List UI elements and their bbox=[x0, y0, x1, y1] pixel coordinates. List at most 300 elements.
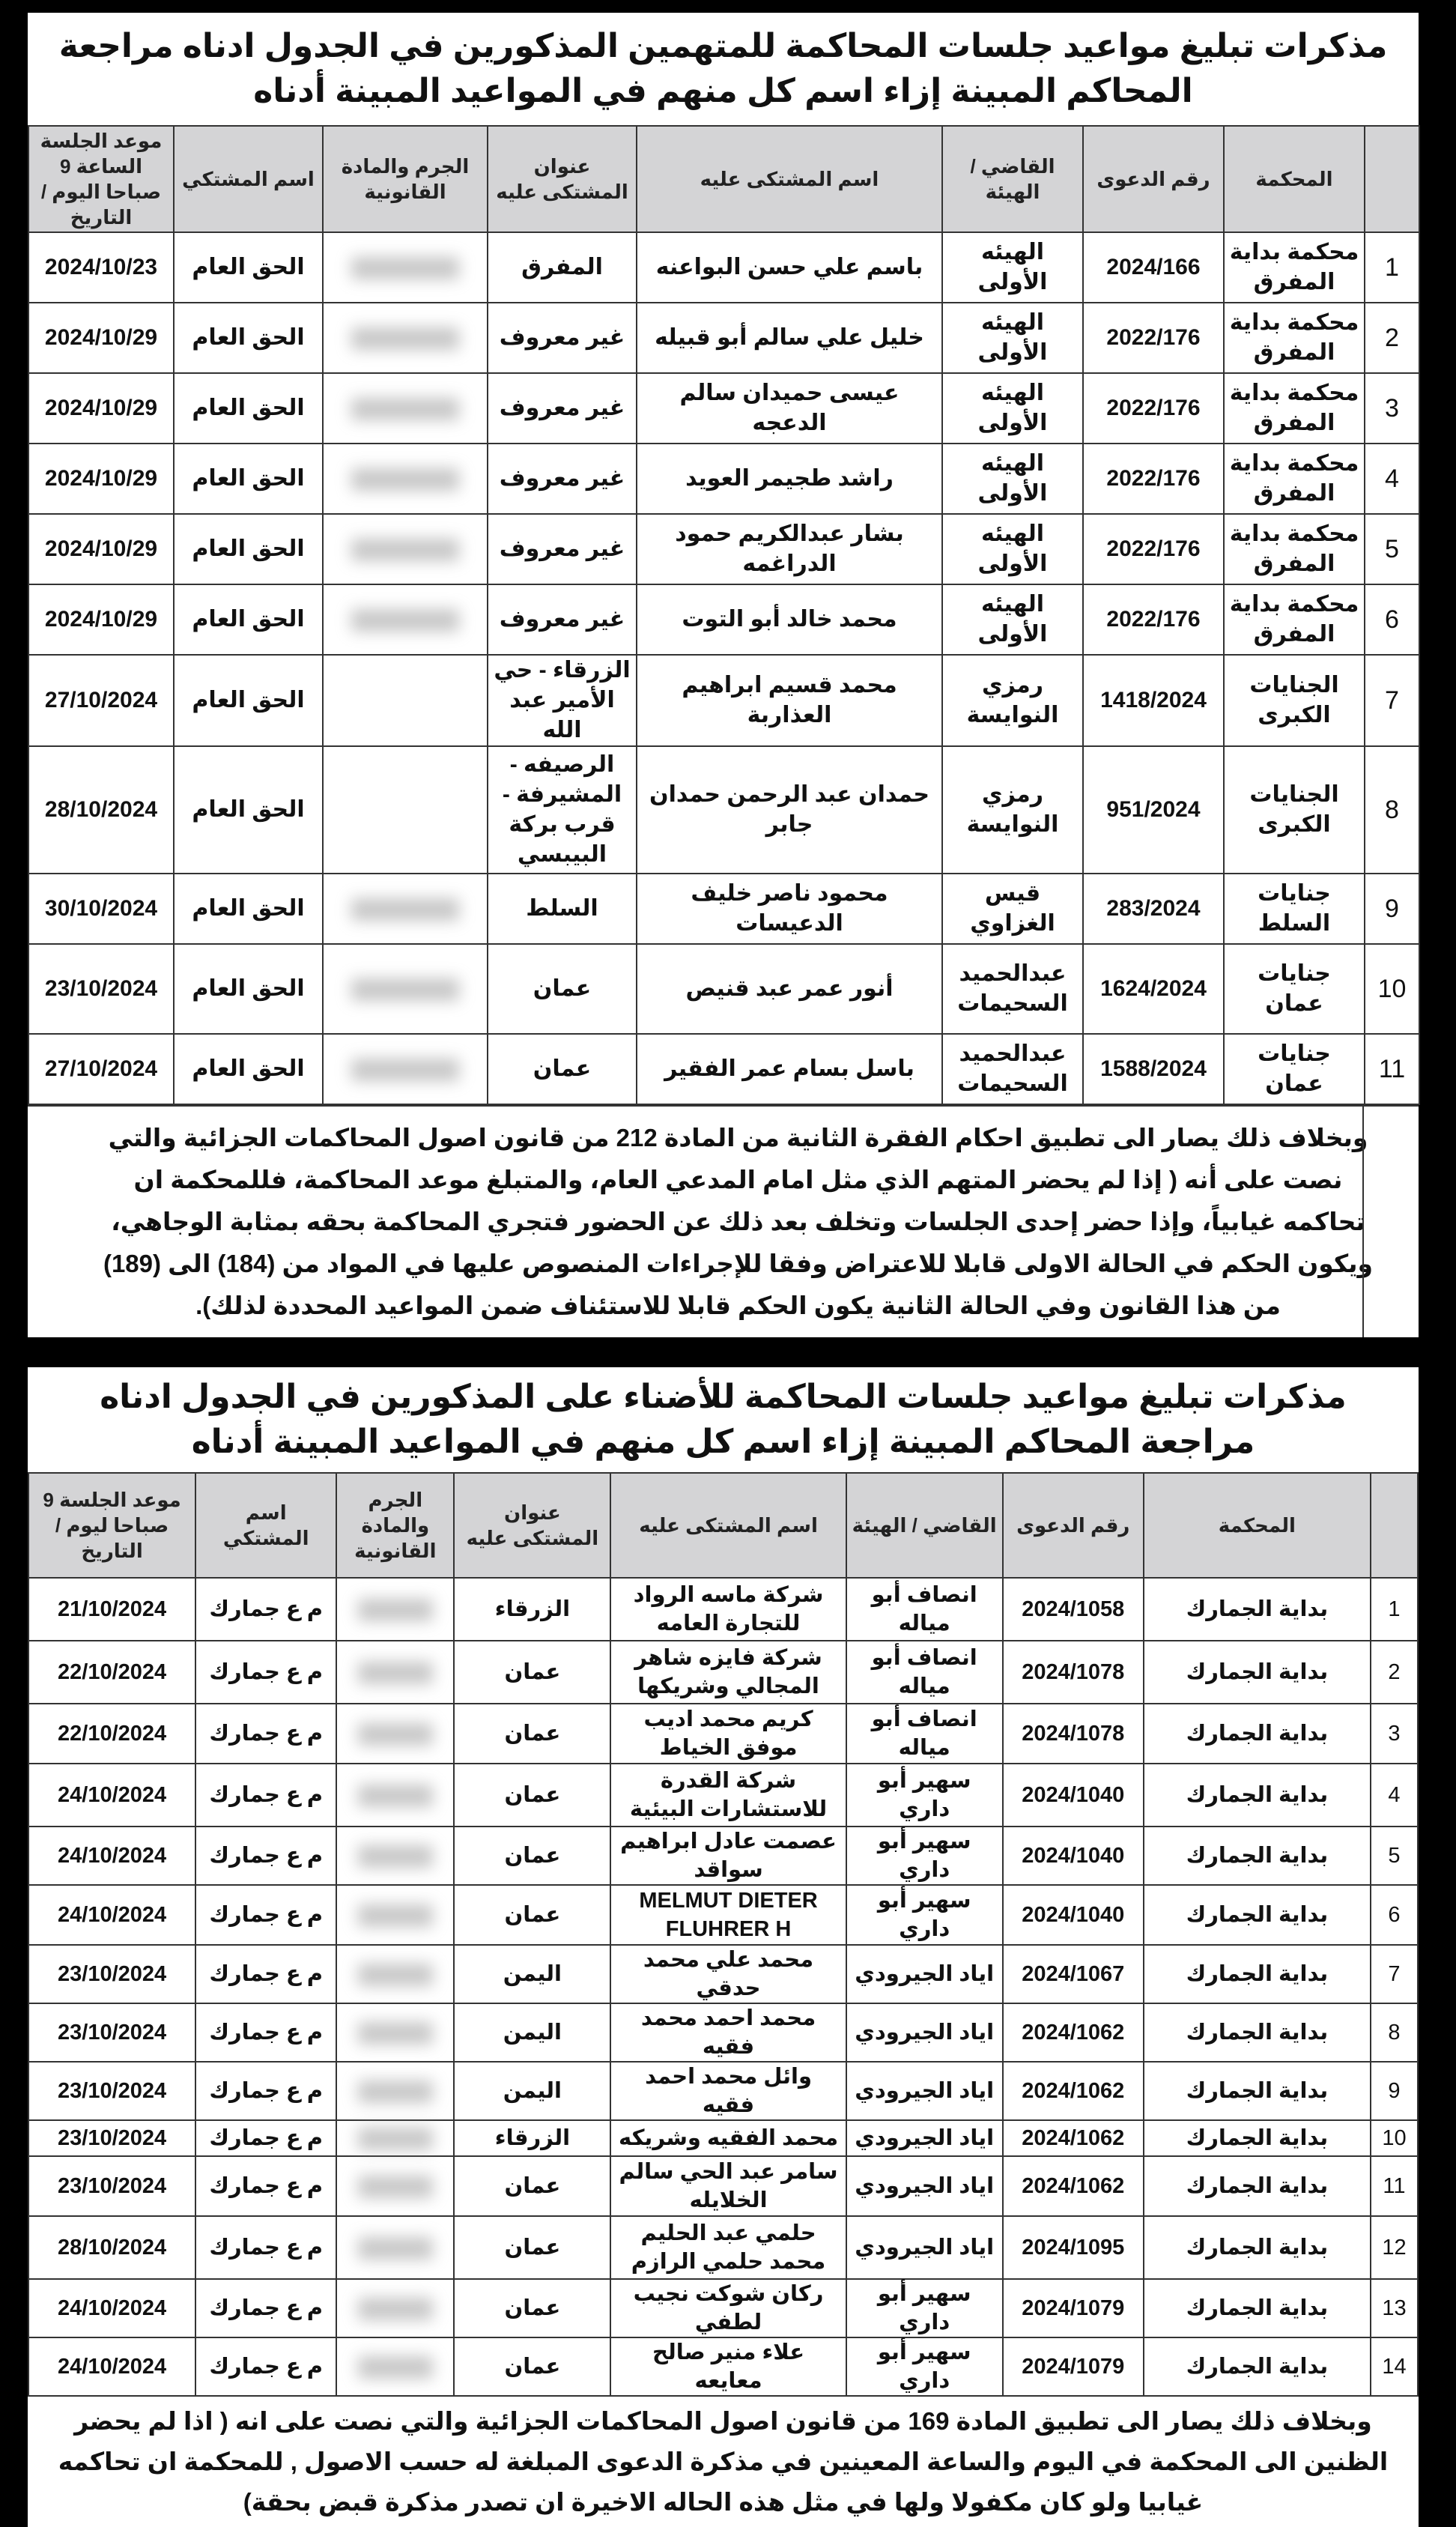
court-cell-text: بداية الجمارك bbox=[1186, 1660, 1329, 1684]
hearing-date-cell-text: 24/10/2024 bbox=[58, 1903, 167, 1927]
court-cell bbox=[1144, 1885, 1371, 1945]
charge-cell bbox=[336, 2120, 454, 2156]
row-number bbox=[1365, 232, 1419, 303]
hearing-date-cell bbox=[28, 303, 174, 373]
charge-cell bbox=[323, 655, 488, 746]
column-header-charge-cell: الجرم والمادة القانونية bbox=[336, 1473, 454, 1578]
defendant-address-cell-text: عمان bbox=[504, 1722, 561, 1746]
defendant-name-cell bbox=[610, 2156, 846, 2216]
row-number-text: 5 bbox=[1388, 1844, 1401, 1868]
notice-panel-defendants bbox=[28, 13, 1419, 1337]
table-row bbox=[28, 232, 1419, 303]
hearing-date-cell-text: 22/10/2024 bbox=[58, 1660, 167, 1684]
court-cell-text: محكمة بداية المفرق bbox=[1229, 592, 1359, 647]
hearing-date-cell-text: 24/10/2024 bbox=[58, 1844, 167, 1868]
defendant-name-cell bbox=[637, 514, 942, 584]
defendant-name-cell-text: شركة ماسه الرواد للتجارة العامه bbox=[633, 1583, 824, 1635]
plaintiff-cell-text: م ع جمارك bbox=[209, 2126, 324, 2150]
judge-cell bbox=[846, 1578, 1003, 1641]
court-cell-text: بداية الجمارك bbox=[1186, 1903, 1329, 1927]
judge-cell bbox=[942, 944, 1083, 1034]
table-row bbox=[28, 2337, 1418, 2396]
plaintiff-cell bbox=[174, 874, 323, 944]
judge-cell bbox=[942, 232, 1083, 303]
row-number bbox=[1371, 2003, 1418, 2062]
defendant-address-cell-text: عمان bbox=[504, 2174, 561, 2198]
case-number-cell-text: 2022/176 bbox=[1106, 466, 1201, 491]
judge-cell bbox=[846, 1827, 1003, 1885]
defendant-address-cell bbox=[454, 1827, 610, 1885]
row-number-text: 7 bbox=[1388, 1962, 1401, 1986]
defendant-address-cell-text: عمان bbox=[504, 1783, 561, 1807]
table-row bbox=[28, 2003, 1418, 2062]
table-row bbox=[28, 2062, 1418, 2120]
judge-cell-text: اياد الجيرودي bbox=[855, 2236, 995, 2260]
judge-cell-text: رمزي النوايسة bbox=[966, 782, 1059, 837]
judge-cell-text: الهيئه الأولى bbox=[977, 592, 1048, 647]
hearing-date-cell bbox=[28, 232, 174, 303]
plaintiff-cell-text: م ع جمارك bbox=[209, 1962, 324, 1986]
judge-cell-text: الهيئه الأولى bbox=[977, 381, 1048, 435]
defendant-address-cell bbox=[454, 1764, 610, 1827]
defendant-address-cell-text: غير معروف bbox=[499, 607, 625, 632]
row-number-text: 7 bbox=[1385, 686, 1399, 715]
column-header-hearing-date-cell: موعد الجلسة الساعة 9 صباحا اليوم / التاريخ bbox=[28, 126, 174, 232]
charge-cell bbox=[336, 2156, 454, 2216]
column-header-judge-cell: القاضي / الهيئة bbox=[846, 1473, 1003, 1578]
court-cell-text: محكمة بداية المفرق bbox=[1229, 310, 1359, 365]
court-cell-text: بداية الجمارك bbox=[1186, 1783, 1329, 1807]
row-number-text: 9 bbox=[1385, 895, 1399, 923]
hearing-date-cell-text: 24/10/2024 bbox=[58, 2296, 167, 2320]
judge-cell bbox=[846, 1704, 1003, 1764]
case-number-cell bbox=[1003, 1945, 1144, 2003]
column-header-plaintiff-cell: اسم المشتكي bbox=[195, 1473, 336, 1578]
case-number-cell-text: 2024/1062 bbox=[1022, 2126, 1125, 2150]
hearing-date-cell bbox=[28, 1764, 195, 1827]
defendant-name-cell-text: شركة القدرة للاستشارات البيئية bbox=[629, 1769, 828, 1821]
judge-cell bbox=[846, 2337, 1003, 2396]
judge-cell-text: انصاف أبو مياله bbox=[871, 1646, 977, 1698]
defendant-name-cell bbox=[637, 944, 942, 1034]
case-number-cell-text: 2024/1040 bbox=[1022, 1844, 1125, 1868]
charge-cell bbox=[336, 1578, 454, 1641]
row-number bbox=[1371, 2337, 1418, 2396]
judge-cell-text: اياد الجيرودي bbox=[855, 2079, 995, 2103]
row-number-text: 5 bbox=[1385, 535, 1399, 563]
judge-cell bbox=[942, 1034, 1083, 1104]
charge-cell bbox=[336, 1641, 454, 1704]
court-cell bbox=[1144, 2337, 1371, 2396]
plaintiff-cell bbox=[195, 1945, 336, 2003]
charge-cell bbox=[323, 1034, 488, 1104]
row-number-text: 14 bbox=[1382, 2355, 1407, 2379]
judge-cell-text: الهيئه الأولى bbox=[977, 451, 1048, 506]
judge-cell bbox=[942, 746, 1083, 874]
row-number-text: 6 bbox=[1388, 1903, 1401, 1927]
case-number-cell bbox=[1003, 1641, 1144, 1704]
case-number-cell bbox=[1003, 1885, 1144, 1945]
table-row bbox=[28, 2216, 1418, 2279]
row-number bbox=[1371, 2120, 1418, 2156]
defendant-address-cell bbox=[454, 2279, 610, 2337]
case-number-cell-text: 2022/176 bbox=[1106, 536, 1201, 561]
redacted-blur bbox=[358, 2176, 433, 2198]
hearing-date-cell bbox=[28, 444, 174, 514]
plaintiff-cell bbox=[174, 373, 323, 444]
hearing-date-cell bbox=[28, 1578, 195, 1641]
case-number-cell-text: 2024/1078 bbox=[1022, 1722, 1125, 1746]
defendant-address-cell-text: الزرقاء bbox=[494, 2126, 571, 2150]
court-cell-text: محكمة بداية المفرق bbox=[1229, 381, 1359, 435]
defendant-address-cell bbox=[454, 1945, 610, 2003]
hearing-date-cell-text: 21/10/2024 bbox=[58, 1597, 167, 1621]
row-number bbox=[1371, 2156, 1418, 2216]
row-number-text: 11 bbox=[1378, 1055, 1406, 1083]
row-number bbox=[1365, 944, 1419, 1034]
row-number-text: 8 bbox=[1388, 2021, 1401, 2045]
charge-cell bbox=[336, 1827, 454, 1885]
defendant-name-cell bbox=[610, 1885, 846, 1945]
court-cell bbox=[1224, 944, 1365, 1034]
court-cell-text: بداية الجمارك bbox=[1186, 2079, 1329, 2103]
court-cell bbox=[1224, 1034, 1365, 1104]
court-cell-text: بداية الجمارك bbox=[1186, 2174, 1329, 2198]
hearing-date-cell bbox=[28, 655, 174, 746]
row-number-text: 4 bbox=[1385, 464, 1399, 493]
defendant-name-cell-text: ركان شوكت نجيب لطفي bbox=[633, 2282, 824, 2334]
row-number bbox=[1371, 1945, 1418, 2003]
redacted-blur bbox=[358, 1662, 433, 1684]
table-row bbox=[28, 2120, 1418, 2156]
redacted-blur bbox=[351, 398, 459, 420]
hearing-date-cell bbox=[28, 1885, 195, 1945]
column-header-case-number-cell: رقم الدعوى bbox=[1083, 126, 1224, 232]
court-cell-text: محكمة بداية المفرق bbox=[1229, 240, 1359, 294]
court-cell bbox=[1144, 1641, 1371, 1704]
column-header-row-number bbox=[1371, 1473, 1418, 1578]
court-cell-text: الجنايات الكبرى bbox=[1249, 782, 1339, 837]
redacted-blur bbox=[358, 2237, 433, 2260]
plaintiff-cell-text: م ع جمارك bbox=[209, 2236, 324, 2260]
plaintiff-cell bbox=[174, 303, 323, 373]
defendant-name-cell-text: بشار عبدالكريم حمود الدراغمه bbox=[675, 521, 904, 576]
judge-cell-text: انصاف أبو مياله bbox=[871, 1583, 977, 1635]
row-number bbox=[1371, 1641, 1418, 1704]
judge-cell-text: الهيئه الأولى bbox=[977, 310, 1048, 365]
plaintiff-cell-text: الحق العام bbox=[192, 255, 305, 279]
plaintiff-cell-text: الحق العام bbox=[192, 466, 305, 491]
redacted-blur bbox=[358, 2022, 433, 2045]
case-number-cell-text: 2024/1062 bbox=[1022, 2079, 1125, 2103]
case-number-cell bbox=[1003, 1764, 1144, 1827]
redacted-blur bbox=[358, 1964, 433, 1986]
court-cell bbox=[1144, 2003, 1371, 2062]
table-row bbox=[28, 2156, 1418, 2216]
court-cell bbox=[1224, 373, 1365, 444]
hearing-date-cell-text: 23/10/2024 bbox=[58, 2126, 167, 2150]
court-cell bbox=[1224, 874, 1365, 944]
redacted-blur bbox=[358, 1599, 433, 1621]
judge-cell bbox=[942, 444, 1083, 514]
defendant-name-cell bbox=[610, 1827, 846, 1885]
defendant-address-cell-text: الزرقاء bbox=[494, 1597, 571, 1621]
plaintiff-cell-text: الحق العام bbox=[192, 976, 305, 1001]
case-number-cell bbox=[1003, 2062, 1144, 2120]
court-cell bbox=[1144, 2062, 1371, 2120]
plaintiff-cell-text: الحق العام bbox=[192, 607, 305, 632]
case-number-cell bbox=[1003, 2003, 1144, 2062]
case-number-cell bbox=[1083, 232, 1224, 303]
hearing-date-cell-text: 2024/10/29 bbox=[44, 466, 158, 491]
plaintiff-cell-text: م ع جمارك bbox=[209, 1597, 324, 1621]
defendant-name-cell bbox=[610, 2337, 846, 2396]
defendant-address-cell-text: غير معروف bbox=[499, 536, 625, 561]
hearing-date-cell-text: 24/10/2024 bbox=[58, 1783, 167, 1807]
redacted-blur bbox=[351, 257, 459, 279]
row-number bbox=[1365, 1034, 1419, 1104]
plaintiff-cell-text: م ع جمارك bbox=[209, 2174, 324, 2198]
notice-title: مذكرات تبليغ مواعيد جلسات المحاكمة للمتهمين المذكورين في الجدول ادناه مراجعة المحاكم المبينة إزاء اسم كل منهم في المواعيد المبينة أدناه bbox=[58, 28, 1388, 109]
court-cell-text: محكمة بداية المفرق bbox=[1229, 451, 1359, 506]
case-number-cell bbox=[1003, 2337, 1144, 2396]
hearing-date-cell-text: 2024/10/29 bbox=[44, 325, 158, 350]
plaintiff-cell-text: م ع جمارك bbox=[209, 2296, 324, 2320]
defendant-address-cell bbox=[454, 2216, 610, 2279]
case-number-cell bbox=[1003, 2120, 1144, 2156]
defendant-name-cell-text: محمد خالد أبو التوت bbox=[682, 607, 897, 632]
defendant-address-cell bbox=[488, 1034, 637, 1104]
table-row bbox=[28, 1034, 1419, 1104]
defendant-address-cell bbox=[488, 944, 637, 1034]
hearing-date-cell bbox=[28, 746, 174, 874]
redacted-blur bbox=[351, 1059, 459, 1081]
row-number bbox=[1365, 444, 1419, 514]
charge-cell bbox=[323, 746, 488, 874]
hearing-date-cell-text: 23/10/2024 bbox=[58, 2174, 167, 2198]
case-number-cell bbox=[1083, 373, 1224, 444]
redacted-blur bbox=[358, 2128, 433, 2150]
judge-cell-text: الهيئه الأولى bbox=[977, 521, 1048, 576]
case-number-cell-text: 2024/166 bbox=[1106, 255, 1201, 279]
judge-cell-text: عبدالحميد السحيمات bbox=[957, 961, 1068, 1016]
defendant-name-cell-text: عصمت عادل ابراهيم سواقد bbox=[620, 1830, 837, 1882]
row-number-text: 12 bbox=[1382, 2236, 1407, 2260]
plaintiff-cell bbox=[174, 1034, 323, 1104]
judge-cell bbox=[846, 2003, 1003, 2062]
plaintiff-cell bbox=[174, 944, 323, 1034]
row-number bbox=[1371, 1578, 1418, 1641]
defendant-address-cell bbox=[488, 373, 637, 444]
court-cell-text: بداية الجمارك bbox=[1186, 2126, 1329, 2150]
case-number-cell-text: 1418/2024 bbox=[1100, 688, 1207, 712]
plaintiff-cell bbox=[195, 1704, 336, 1764]
defendant-name-cell bbox=[610, 1704, 846, 1764]
hearing-date-cell-text: 23/10/2024 bbox=[58, 2079, 167, 2103]
hearing-date-cell bbox=[28, 944, 174, 1034]
case-number-cell-text: 2024/1079 bbox=[1022, 2355, 1125, 2379]
case-number-cell bbox=[1083, 303, 1224, 373]
row-number-text: 4 bbox=[1388, 1783, 1401, 1807]
case-number-cell-text: 2022/176 bbox=[1106, 607, 1201, 632]
hearing-date-cell-text: 2024/10/23 bbox=[44, 255, 158, 279]
plaintiff-cell-text: الحق العام bbox=[192, 396, 305, 420]
court-cell bbox=[1224, 584, 1365, 655]
defendant-name-cell-text: باسم علي حسن البواعنه bbox=[655, 255, 923, 279]
case-number-cell-text: 2022/176 bbox=[1106, 396, 1201, 420]
judge-cell bbox=[846, 2156, 1003, 2216]
redacted-blur bbox=[358, 1904, 433, 1927]
redacted-blur bbox=[358, 2080, 433, 2103]
table-row bbox=[28, 444, 1419, 514]
court-cell bbox=[1224, 746, 1365, 874]
hearing-date-cell bbox=[28, 1034, 174, 1104]
case-number-cell-text: 283/2024 bbox=[1106, 896, 1201, 921]
defendant-name-cell-text: باسل بسام عمر الفقير bbox=[664, 1056, 914, 1081]
hearing-date-cell-text: 24/10/2024 bbox=[58, 2355, 167, 2379]
case-number-cell bbox=[1083, 655, 1224, 746]
court-cell-text: بداية الجمارك bbox=[1186, 1722, 1329, 1746]
charge-cell bbox=[336, 2003, 454, 2062]
court-cell-text: بداية الجمارك bbox=[1186, 1597, 1329, 1621]
legal-footnote: وبخلاف ذلك يصار الى تطبيق احكام الفقرة الثانية من المادة 212 من قانون اصول المحاكمات الجزائية والتي نصت على أنه ( إذا لم يحضر المتهم الذي مثل امام المدعي العام، والمتبلغ موعد المحاكمة، فللمحكمة ان تحاكمه غيابياً، وإذا حضر إحدى الجلسات وتخلف بعد ذلك عن الحضور فتجري المحاكمة بحقه بمثابة الوجاهي، ويكون الحكم في الحالة الاولى قابلا للاعتراض وفقا للإجراءات المنصوص عليها في المواد من (184) الى (189) من هذا القانون وفي الحالة الثانية يكون الحكم قابلا للاستئناف ضمن المواعيد المحددة لذلك). bbox=[28, 1105, 1419, 1337]
case-number-cell bbox=[1083, 1034, 1224, 1104]
court-cell bbox=[1224, 444, 1365, 514]
plaintiff-cell bbox=[174, 444, 323, 514]
table-header-row bbox=[28, 1473, 1418, 1578]
hearing-date-cell bbox=[28, 2337, 195, 2396]
charge-cell bbox=[323, 303, 488, 373]
charge-cell bbox=[323, 514, 488, 584]
case-number-cell bbox=[1003, 1827, 1144, 1885]
column-header-court-cell: المحكمة bbox=[1224, 126, 1365, 232]
column-header-defendant-name-cell: اسم المشتكى عليه bbox=[610, 1473, 846, 1578]
judge-cell bbox=[846, 1764, 1003, 1827]
defendant-name-cell bbox=[637, 232, 942, 303]
judge-cell bbox=[846, 1945, 1003, 2003]
defendant-name-cell-text: حلمي عبد الحليم محمد حلمي الرازم bbox=[631, 2221, 826, 2274]
judge-cell-text: الهيئه الأولى bbox=[977, 240, 1048, 294]
row-number-text: 10 bbox=[1377, 975, 1407, 1003]
court-cell-text: جنايات عمان bbox=[1258, 1041, 1331, 1096]
row-number bbox=[1365, 584, 1419, 655]
defendant-address-cell-text: عمان bbox=[504, 1844, 561, 1868]
judge-cell bbox=[942, 874, 1083, 944]
case-number-cell-text: 2024/1058 bbox=[1022, 1597, 1125, 1621]
column-header-plaintiff-cell: اسم المشتكي bbox=[174, 126, 323, 232]
court-cell-text: بداية الجمارك bbox=[1186, 2236, 1329, 2260]
hearing-date-cell bbox=[28, 2156, 195, 2216]
defendant-name-cell-text: خليل علي سالم أبو قبيله bbox=[655, 325, 924, 350]
defendant-address-cell bbox=[488, 874, 637, 944]
defendant-address-cell bbox=[488, 514, 637, 584]
defendant-name-cell bbox=[610, 1578, 846, 1641]
column-header-row-number bbox=[1365, 126, 1419, 232]
hearing-date-cell-text: 27/10/2024 bbox=[44, 688, 158, 712]
hearing-date-cell bbox=[28, 1641, 195, 1704]
defendant-address-cell-text: الرصيفه - المشيرفة - قرب بركة البيبسي bbox=[502, 752, 622, 867]
judge-cell bbox=[846, 2120, 1003, 2156]
notice-panel-customs bbox=[28, 1367, 1419, 2527]
row-number-text: 10 bbox=[1382, 2126, 1407, 2150]
table-row bbox=[28, 2279, 1418, 2337]
column-header-charge-cell: الجرم والمادة القانونية bbox=[323, 126, 488, 232]
hearing-date-cell-text: 23/10/2024 bbox=[58, 1962, 167, 1986]
table-header-row bbox=[28, 126, 1419, 232]
plaintiff-cell-text: م ع جمارك bbox=[209, 1844, 324, 1868]
defendant-name-cell-text: MELMUT DIETER FLUHRER H bbox=[639, 1889, 818, 1941]
row-number bbox=[1365, 303, 1419, 373]
table-row bbox=[28, 1945, 1418, 2003]
plaintiff-cell bbox=[195, 1827, 336, 1885]
defendant-address-cell-text: اليمن bbox=[503, 2021, 562, 2045]
defendant-name-cell-text: راشد طجيمر العويد bbox=[685, 466, 894, 491]
judge-cell-text: سهير أبو داري bbox=[877, 1889, 971, 1941]
court-cell-text: الجنايات الكبرى bbox=[1249, 673, 1339, 727]
redacted-blur bbox=[351, 898, 459, 921]
court-cell bbox=[1144, 2156, 1371, 2216]
plaintiff-cell bbox=[195, 2003, 336, 2062]
hearing-date-cell bbox=[28, 1704, 195, 1764]
row-number-text: 1 bbox=[1385, 253, 1399, 282]
plaintiff-cell bbox=[195, 2062, 336, 2120]
charge-cell bbox=[336, 2216, 454, 2279]
redacted-blur bbox=[351, 539, 459, 561]
row-number-text: 3 bbox=[1385, 394, 1399, 423]
redacted-blur bbox=[358, 1785, 433, 1807]
charge-cell bbox=[323, 944, 488, 1034]
hearing-date-cell-text: 22/10/2024 bbox=[58, 1722, 167, 1746]
column-header-court-cell: المحكمة bbox=[1144, 1473, 1371, 1578]
plaintiff-cell bbox=[195, 2216, 336, 2279]
judge-cell bbox=[846, 2216, 1003, 2279]
defendant-address-cell bbox=[454, 1641, 610, 1704]
hearing-date-cell bbox=[28, 1945, 195, 2003]
court-cell-text: بداية الجمارك bbox=[1186, 2296, 1329, 2320]
plaintiff-cell bbox=[195, 2120, 336, 2156]
plaintiff-cell-text: م ع جمارك bbox=[209, 2079, 324, 2103]
defendant-address-cell-text: الزرقاء - حي الأمير عبد الله bbox=[494, 658, 631, 742]
hearings-table bbox=[28, 1472, 1419, 2397]
hearing-date-cell-text: 28/10/2024 bbox=[58, 2236, 167, 2260]
case-number-cell bbox=[1083, 944, 1224, 1034]
table-row bbox=[28, 1885, 1418, 1945]
hearing-date-cell bbox=[28, 2062, 195, 2120]
column-header-case-number-cell: رقم الدعوى bbox=[1003, 1473, 1144, 1578]
plaintiff-cell bbox=[195, 2156, 336, 2216]
court-cell bbox=[1144, 2120, 1371, 2156]
table-row bbox=[28, 1704, 1418, 1764]
column-header-defendant-address-cell: عنوان المشتكى عليه bbox=[488, 126, 637, 232]
charge-cell bbox=[336, 1945, 454, 2003]
table-row bbox=[28, 1764, 1418, 1827]
case-number-cell bbox=[1003, 1578, 1144, 1641]
court-cell-text: جنايات السلط bbox=[1258, 881, 1331, 936]
defendant-address-cell bbox=[488, 303, 637, 373]
defendant-address-cell bbox=[454, 1885, 610, 1945]
judge-cell bbox=[942, 584, 1083, 655]
hearings-table bbox=[28, 125, 1420, 1105]
judge-cell bbox=[942, 514, 1083, 584]
case-number-cell-text: 2024/1078 bbox=[1022, 1660, 1125, 1684]
judge-cell-text: اياد الجيرودي bbox=[855, 2021, 995, 2045]
charge-cell bbox=[323, 232, 488, 303]
plaintiff-cell-text: الحق العام bbox=[192, 536, 305, 561]
charge-cell bbox=[336, 2279, 454, 2337]
defendant-name-cell bbox=[610, 1764, 846, 1827]
defendant-address-cell bbox=[454, 1578, 610, 1641]
defendant-name-cell bbox=[610, 1641, 846, 1704]
